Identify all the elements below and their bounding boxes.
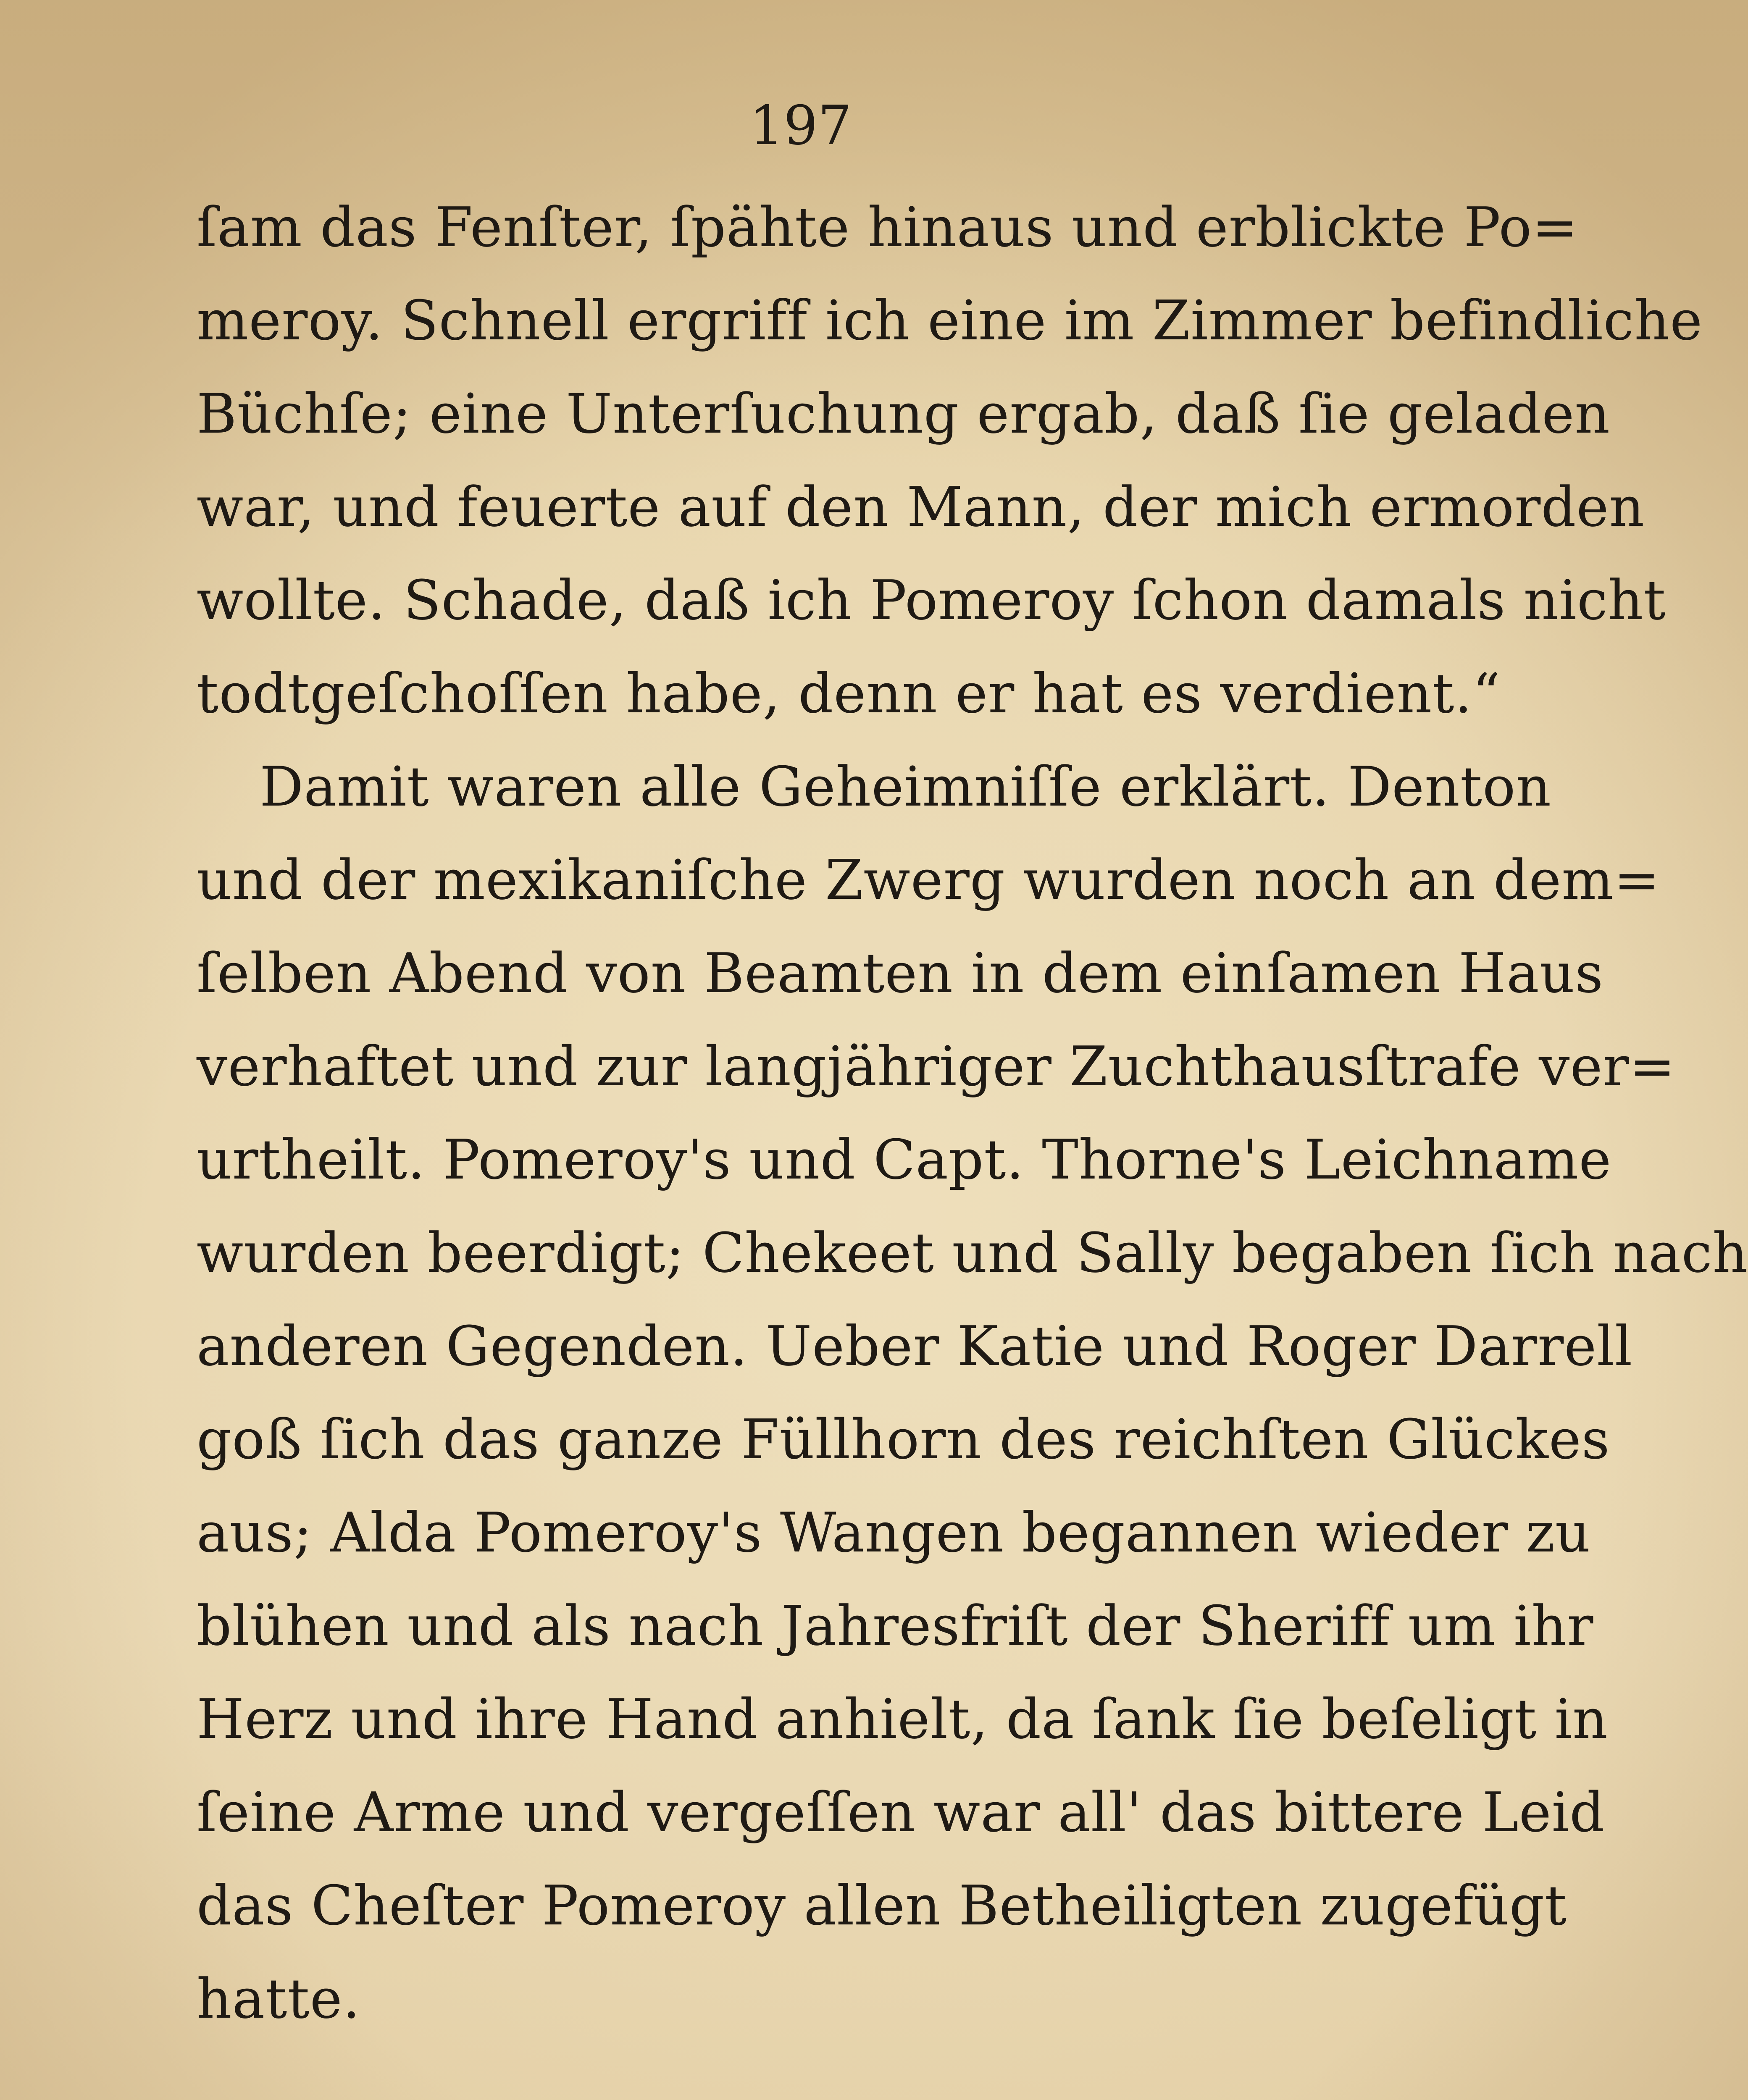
text-line: Damit waren alle Geheimniſſe erklärt. Denton bbox=[260, 755, 1552, 819]
text-line: ſelben Abend von Beamten in dem einſamen Haus bbox=[197, 941, 1604, 1005]
text-line: Büchſe; eine Unterſuchung ergab, daß ſie geladen bbox=[197, 382, 1611, 446]
text-line: verhaftet und zur langjähriger Zuchthausſtrafe ver= bbox=[197, 1034, 1676, 1098]
text-line: aus; Alda Pomeroy's Wangen begannen wieder zu bbox=[197, 1501, 1591, 1564]
page-number: 197 bbox=[749, 94, 852, 157]
text-line: anderen Gegenden. Ueber Katie und Roger Darrell bbox=[197, 1314, 1633, 1378]
body-text bbox=[197, 181, 1748, 2045]
text-line: meroy. Schnell ergriff ich eine im Zimmer befindliche bbox=[197, 289, 1703, 352]
text-line: war, und feuerte auf den Mann, der mich ermorden bbox=[197, 475, 1645, 539]
text-line: ſam das Fenſter, ſpähte hinaus und erblickte Po= bbox=[197, 195, 1578, 259]
text-line: Herz und ihre Hand anhielt, da ſank ſie beſeligt in bbox=[197, 1687, 1608, 1751]
text-line: das Cheſter Pomeroy allen Betheiligten zugefügt bbox=[197, 1874, 1567, 1937]
text-line: urtheilt. Pomeroy's und Capt. Thorne's Leichname bbox=[197, 1128, 1612, 1192]
text-line: ſeine Arme und vergeſſen war all' das bittere Leid bbox=[197, 1780, 1605, 1844]
text-line: wollte. Schade, daß ich Pomeroy ſchon damals nicht bbox=[197, 568, 1666, 632]
text-line: und der mexikaniſche Zwerg wurden noch an dem= bbox=[197, 848, 1660, 912]
text-line: wurden beerdigt; Chekeet und Sally begaben ſich nach bbox=[197, 1221, 1748, 1285]
text-line: goß ſich das ganze Füllhorn des reichſten Glückes bbox=[197, 1407, 1610, 1471]
text-line: hatte. bbox=[197, 1967, 360, 2031]
text-line: todtgeſchoſſen habe, denn er hat es verdient.“ bbox=[197, 662, 1501, 725]
text-line: blühen und als nach Jahresfriſt der Sheriff um ihr bbox=[197, 1594, 1594, 1658]
